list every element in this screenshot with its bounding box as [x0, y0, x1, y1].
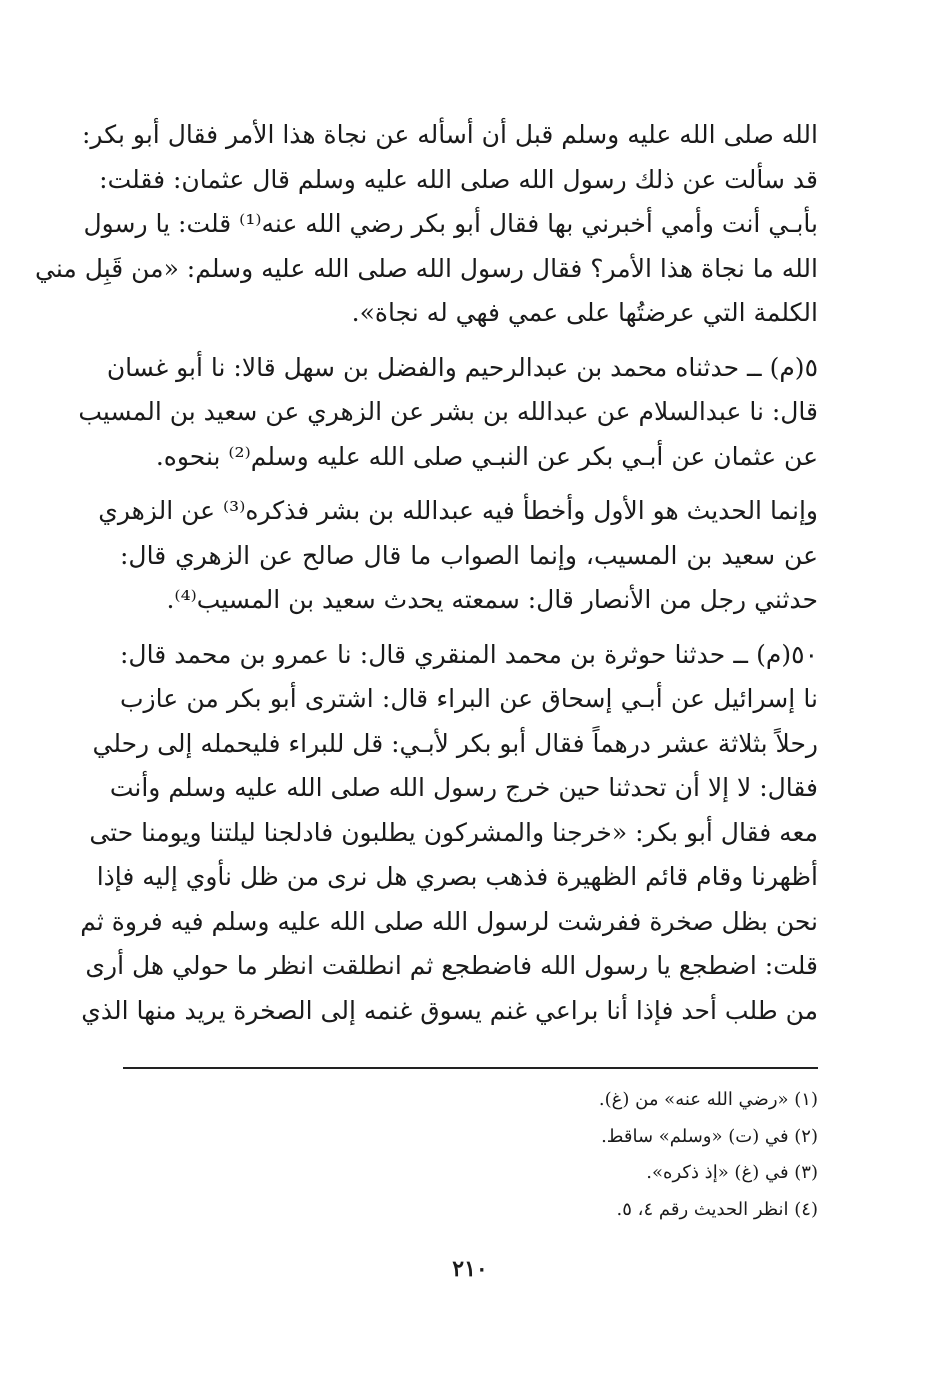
text-line: من طلب أحد فإذا أنا براعي غنم يسوق غنمه إلى الصخرة يريد منها الذي — [81, 995, 818, 1025]
footnote: (٤) انظر الحديث رقم ٤، ٥. — [616, 1198, 818, 1220]
text-line: قد سألت عن ذلك رسول الله صلى الله عليه وسلم قال عثمان: فقلت: — [99, 164, 818, 194]
footnote: (٣) في (غ) «إذ ذكره». — [646, 1162, 818, 1183]
text-line: نا إسرائيل عن أبـي إسحاق عن البراء قال: اشترى أبو بكر من عازب — [120, 684, 818, 713]
text-line: نحن بظل صخرة ففرشت لرسول الله صلى الله عليه وسلم فيه فروة ثم — [80, 906, 818, 936]
paragraph — [78, 346, 818, 480]
text-line: بأبـي أنت وأمي أخبرني بها فقال أبو بكر رضي الله عنه⁽¹⁾ قلت: يا رسول — [83, 209, 818, 238]
text-line: ٥(م) ــ حدثناه محمد بن عبدالرحيم والفضل بن سهل قالا: نا أبو غسان — [106, 352, 818, 382]
paragraph — [98, 489, 818, 623]
footnotes — [123, 1082, 818, 1228]
page-number: ٢١٠ — [452, 1256, 488, 1282]
text-line: فقال: لا إلا أن تحدثنا حين خرج رسول الله صلى الله عليه وسلم وأنت — [109, 773, 818, 802]
text-line: وإنما الحديث هو الأول وأخطأ فيه عبدالله بن بشر فذكره⁽³⁾ عن الزهري — [98, 496, 818, 525]
text-line: رحلاً بثلاثة عشر درهماً فقال أبو بكر لأبـي: قل للبراء فليحمله إلى رحلي — [92, 728, 818, 758]
text-line: أظهرنا وقام قائم الظهيرة فذهب بصري هل نرى من ظل نأوي إليه فإذا — [96, 862, 818, 891]
text-line: عن عثمان عن أبـي بكر عن النبـي صلى الله عليه وسلم⁽²⁾ بنحوه. — [155, 441, 818, 471]
text-line: الله ما نجاة هذا الأمر؟ فقال رسول الله صلى الله عليه وسلم: «من قَبِل مني — [35, 253, 818, 283]
footnote: (٢) في (ت) «وسلم» ساقط. — [601, 1125, 818, 1147]
text-line: الله صلى الله عليه وسلم قبل أن أسأله عن نجاة هذا الأمر فقال أبو بكر: — [82, 120, 818, 149]
text-line: معه فقال أبو بكر: «خرجنا والمشركون يطلبون فادلجنا ليلتنا ويومنا حتى — [89, 817, 818, 847]
footnote-divider — [123, 1067, 818, 1069]
paragraph — [35, 113, 818, 336]
main-text — [35, 113, 818, 1033]
text-line: ٥٠(م) ــ حدثنا حوثرة بن محمد المنقري قال: نا عمرو بن محمد قال: — [120, 639, 818, 669]
text-line: قلت: اضطجع يا رسول الله فاضطجع ثم انطلقت انظر ما حولي هل أرى — [85, 951, 818, 980]
text-line: عن سعيد بن المسيب، وإنما الصواب ما قال صالح عن الزهري قال: — [120, 540, 818, 570]
text-line: حدثني رجل من الأنصار قال: سمعته يحدث سعيد بن المسيب⁽⁴⁾. — [166, 585, 818, 614]
text-line: الكلمة التي عرضتُها على عمي فهي له نجاة». — [351, 298, 818, 327]
text-line: قال: نا عبدالسلام عن عبدالله بن بشر عن الزهري عن سعيد بن المسيب — [78, 397, 818, 426]
paragraph — [80, 633, 818, 1034]
footnote: (١) «رضي الله عنه» من (غ). — [598, 1089, 818, 1110]
